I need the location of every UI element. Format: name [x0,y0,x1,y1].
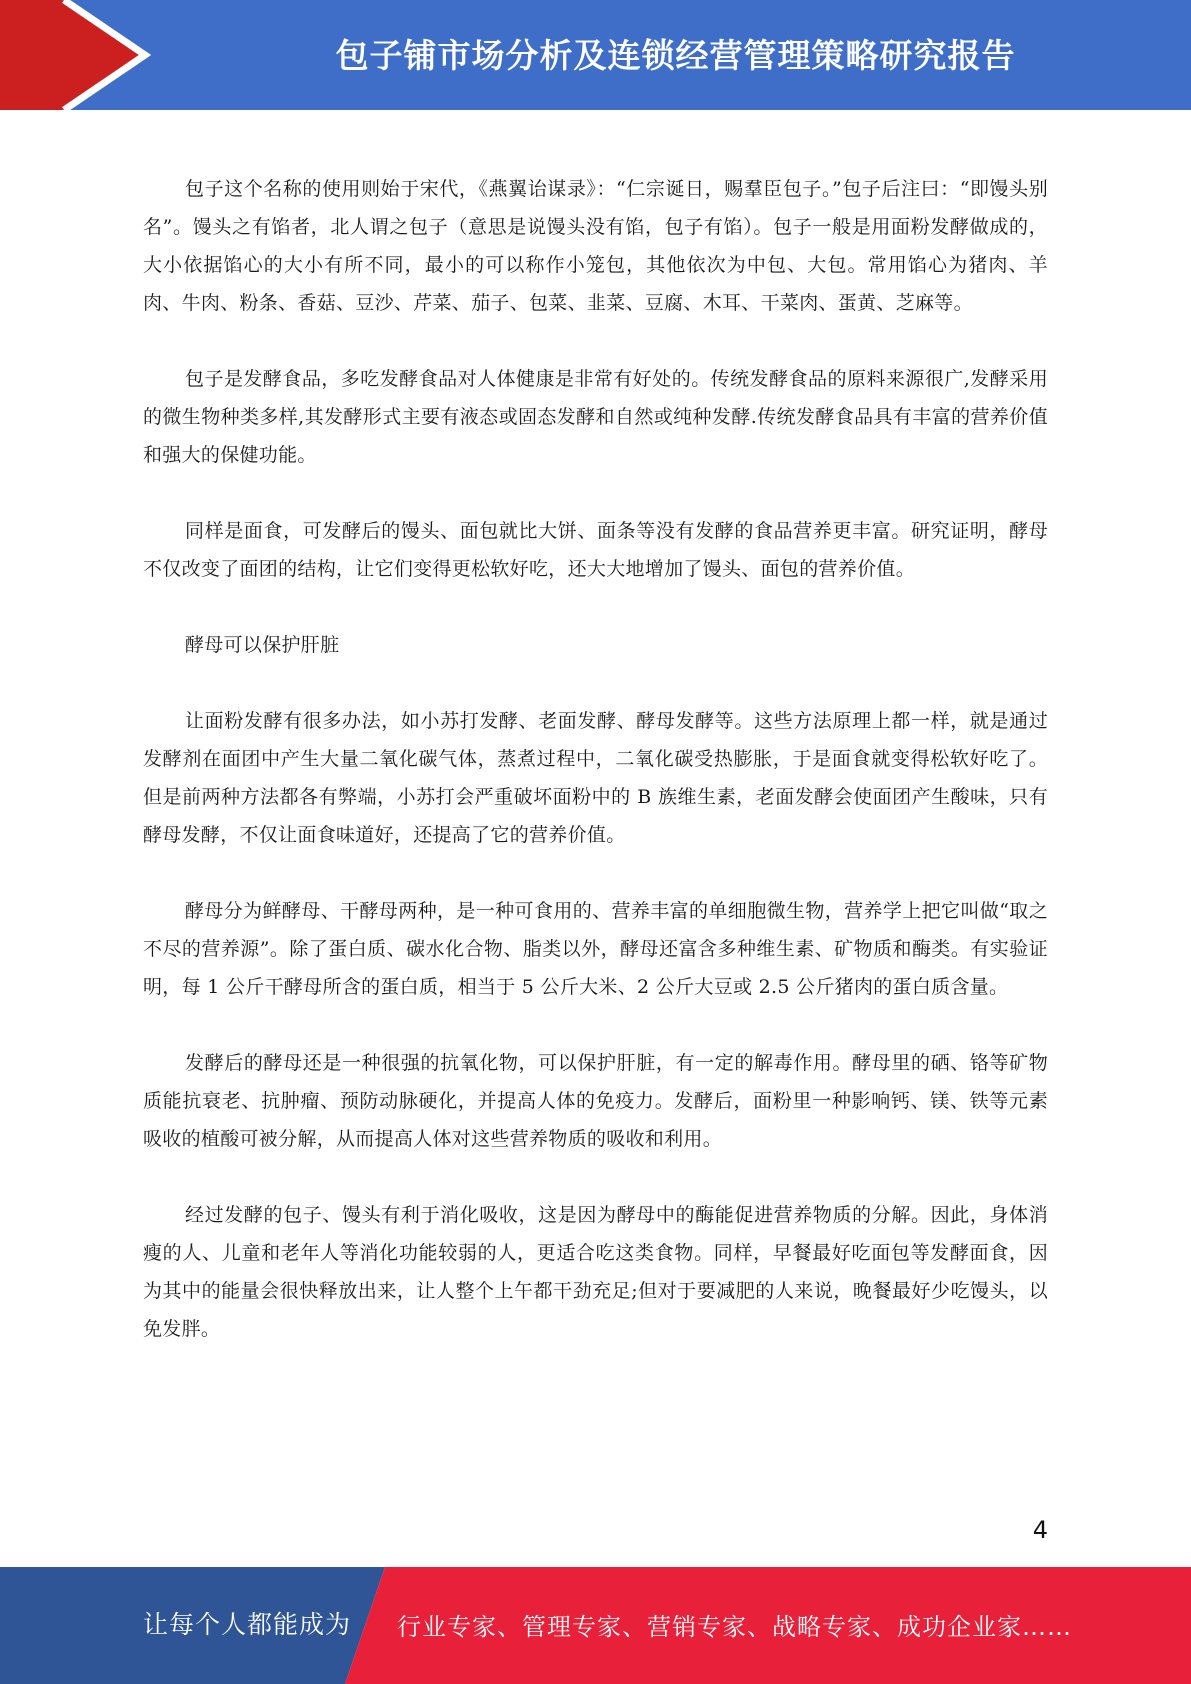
paragraph: 让面粉发酵有很多办法，如小苏打发酵、老面发酵、酵母发酵等。这些方法原理上都一样，就是通过发酵剂在面团中产生大量二氧化碳气体，蒸煮过程中，二氧化碳受热膨胀，于是面食就变得松软好吃了。但是前两种方法都各有弊端，小苏打会严重破坏面粉中的 B 族维生素，老面发酵会使面团产生酸味，只有酵母发酵，不仅让面食味道好，还提高了它的营养价值。 [143,710,1048,846]
paragraph: 包子这个名称的使用则始于宋代，《燕翼诒谋录》：“仁宗诞日，赐羣臣包子。”包子后注曰：“即馒头别名”。馒头之有馅者，北人谓之包子（意思是说馒头没有馅，包子有馅）。包子一般是用面粉发酵做成的，大小依据馅心的大小有所不同，最小的可以称作小笼包，其他依次为中包、大包。常用馅心为猪肉、羊肉、牛肉、粉条、香菇、豆沙、芹菜、茄子、包菜、韭菜、豆腐、木耳、干菜肉、蛋黄、芝麻等。 [143,178,1048,314]
report-title: 包子铺市场分析及连锁经营管理策略研究报告 [335,36,1016,75]
section-subheading: 酵母可以保护肝脏 [185,634,340,656]
paragraph: 发酵后的酵母还是一种很强的抗氧化物，可以保护肝脏，有一定的解毒作用。酵母里的硒、铬等矿物质能抗衰老、抗肿瘤、预防动脉硬化，并提高人体的免疫力。发酵后，面粉里一种影响钙、镁、铁等元素吸收的植酸可被分解，从而提高人体对这些营养物质的吸收和利用。 [143,1052,1048,1150]
page-number: 4 [1032,1516,1048,1544]
footer-slogan-right: 行业专家、管理专家、营销专家、战略专家、成功企业家…… [397,1613,1072,1641]
page-footer [0,1567,1191,1684]
paragraph: 酵母分为鲜酵母、干酵母两种，是一种可食用的、营养丰富的单细胞微生物，营养学上把它叫做“取之不尽的营养源”。除了蛋白质、碳水化合物、脂类以外，酵母还富含多种维生素、矿物质和酶类。有实验证明，每 1 公斤干酵母所含的蛋白质，相当于 5 公斤大米、2 公斤大豆或 2.5 公斤猪肉的蛋白质含量。 [143,900,1048,998]
paragraph: 同样是面食，可发酵后的馒头、面包就比大饼、面条等没有发酵的食品营养更丰富。研究证明，酵母不仅改变了面团的结构，让它们变得更松软好吃，还大大地增加了馒头、面包的营养价值。 [143,520,1048,580]
header-chevron-decoration [0,0,160,110]
footer-slogan-left: 让每个人都能成为 [143,1610,352,1639]
page-header [0,0,1191,110]
paragraph: 包子是发酵食品，多吃发酵食品对人体健康是非常有好处的。传统发酵食品的原料来源很广,发酵采用的微生物种类多样,其发酵形式主要有液态或固态发酵和自然或纯种发酵.传统发酵食品具有丰富的营养价值和强大的保健功能。 [143,368,1048,466]
document-body [143,170,1048,1386]
paragraph: 经过发酵的包子、馒头有利于消化吸收，这是因为酵母中的酶能促进营养物质的分解。因此，身体消瘦的人、儿童和老年人等消化功能较弱的人，更适合吃这类食物。同样，早餐最好吃面包等发酵面食，因为其中的能量会很快释放出来，让人整个上午都干劲充足;但对于要减肥的人来说，晚餐最好少吃馒头，以免发胖。 [143,1204,1048,1340]
